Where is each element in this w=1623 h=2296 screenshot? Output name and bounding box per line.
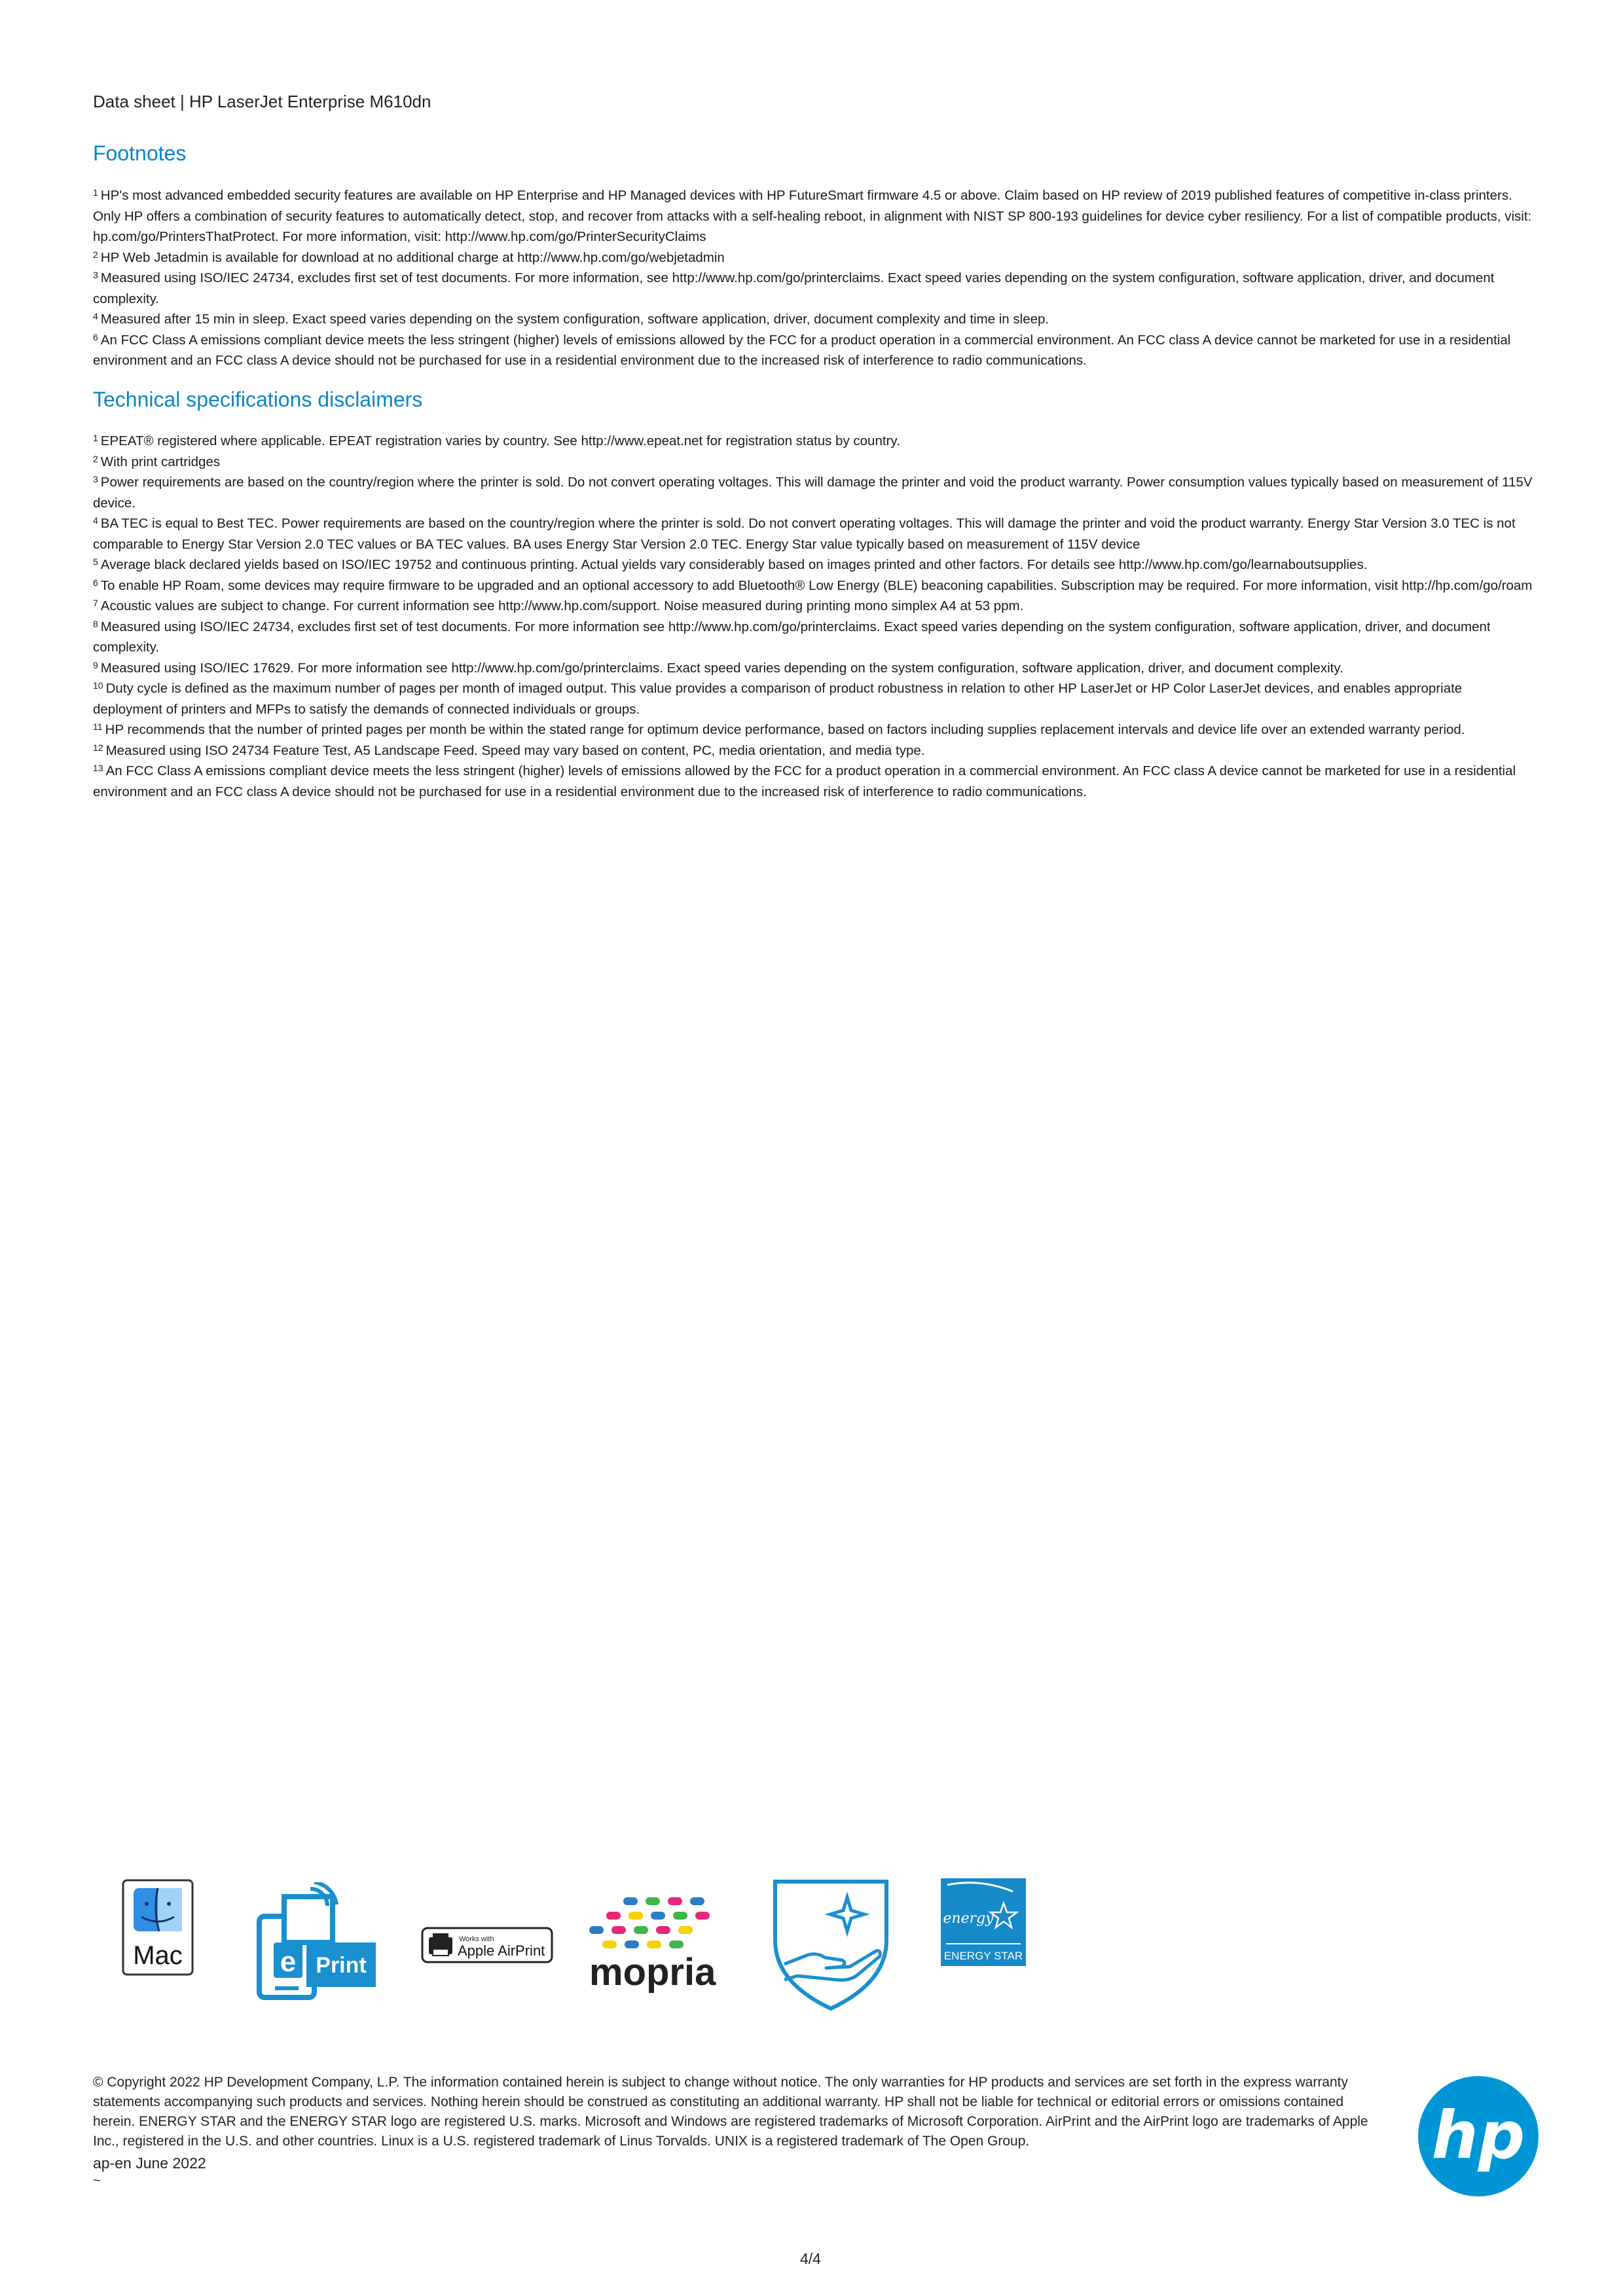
- footnote-item: [93, 185, 1533, 247]
- footnote-item: [93, 268, 1533, 309]
- copyright-notice: © Copyright 2022 HP Development Company, L.P. The information contained herein is subject to change without notice. The only warranties for HP products and services are set forth in the express warranty statements accompanying such products and services. Nothing herein should be construed as constituting an additional warranty. HP shall not be liable for technical or editorial errors or omissions contained herein. ENERGY STAR and the ENERGY STAR logo are registered U.S. marks. Microsoft and Windows are registered trademarks of Microsoft Corporation. AirPrint and the AirPrint logo are trademarks of Apple Inc., registered in the U.S. and other countries. Linux is a U.S. registered trademark of Linus Torvalds. UNIX is a registered trademark of The Open Group.: [93, 2075, 1368, 2149]
- disclaimer-text: Acoustic values are subject to change. For current information see http://www.hp.com/support. Noise measured during printing mono simplex A4 at 53 ppm.: [100, 598, 1024, 613]
- footnote-number: 2: [93, 249, 98, 260]
- disclaimer-number: 2: [93, 453, 98, 464]
- disclaimer-text: To enable HP Roam, some devices may require firmware to be upgraded and an optional accessory to add Bluetooth® Low Energy (BLE) beaconing capabilities. Subscription may be required. For more information, visit http://hp.com/go/roam: [100, 577, 1533, 593]
- footnote-number: 4: [93, 311, 98, 321]
- disclaimer-item: [93, 658, 1533, 679]
- disclaimer-text: Measured using ISO/IEC 24734, excludes first set of test documents. For more information see http://www.hp.com/go/printerclaims. Exact speed varies depending on the system configuration, software application, driver, and document complexity.: [93, 619, 1491, 655]
- airprint-works-with: Works with: [459, 1935, 494, 1943]
- disclaimer-number: 3: [93, 474, 98, 484]
- secure-shield-logo: [771, 1878, 890, 2016]
- disclaimer-item: [93, 720, 1533, 740]
- disclaimers-list: [93, 431, 1533, 802]
- mopria-text: mopria: [589, 1951, 716, 1994]
- disclaimer-item: [93, 740, 1533, 761]
- hp-logo: [1416, 2074, 1541, 2202]
- airprint-main-text: Apple AirPrint: [458, 1942, 545, 1959]
- document-date-code: ap-en June 2022: [93, 2155, 206, 2172]
- footnote-number: 6: [93, 331, 98, 342]
- disclaimer-number: 4: [93, 515, 98, 526]
- footnote-text: HP's most advanced embedded security features are available on HP Enterprise and HP Managed devices with HP FutureSmart firmware 4.5 or above. Claim based on HP review of 2019 published features of competitive in-class printers. Only HP offers a combination of security features to automatically detect, stop, and recover from attacks with a self-healing reboot, in alignment with NIST SP 800-193 guidelines for device cyber resiliency. For a list of compatible products, visit: hp.com/go/PrintersThatProtect. For more information, visit: http://www.hp.com/go/PrinterSecurityClaims: [93, 188, 1532, 244]
- footer-mark: ~: [93, 2174, 101, 2188]
- footnote-number: 3: [93, 270, 98, 280]
- disclaimer-text: An FCC Class A emissions compliant device meets the less stringent (higher) levels of emissions allowed by the FCC for a product operation in a commercial environment. An FCC class A device cannot be marketed for use in a residential environment and an FCC class A device should not be purchased for use in a residential environment due to the increased risk of interference to radio communications.: [93, 763, 1516, 799]
- disclaimer-item: [93, 555, 1533, 575]
- disclaimer-item: [93, 575, 1533, 596]
- disclaimer-item: [93, 678, 1533, 720]
- disclaimer-text: With print cartridges: [100, 454, 221, 469]
- disclaimer-number: 13: [93, 763, 103, 773]
- footnote-text: HP Web Jetadmin is available for download at no additional charge at http://www.hp.com/go/webjetadmin: [100, 249, 725, 265]
- disclaimer-item: [93, 472, 1533, 513]
- footnote-item: [93, 330, 1533, 371]
- disclaimer-number: 5: [93, 556, 98, 567]
- document-header: Data sheet | HP LaserJet Enterprise M610dn: [93, 92, 431, 111]
- disclaimer-item: [93, 596, 1533, 617]
- mopria-logo: [587, 1896, 744, 1999]
- footnote-text: Measured using ISO/IEC 24734, excludes first set of test documents. For more information, see http://www.hp.com/go/printerclaims. Exact speed varies depending on the system configuration, software application, driver, and document complexity.: [93, 270, 1495, 306]
- footnote-item: [93, 309, 1533, 330]
- energy-star-logo: [941, 1878, 1026, 1969]
- page-number: 4/4: [800, 2250, 821, 2267]
- disclaimer-text: Measured using ISO 24734 Feature Test, A5 Landscape Feed. Speed may vary based on content, PC, media orientation, and media type.: [105, 742, 925, 758]
- disclaimer-number: 1: [93, 433, 98, 443]
- footnote-text: Measured after 15 min in sleep. Exact speed varies depending on the system configuration, software application, driver, document complexity and time in sleep.: [100, 312, 1049, 327]
- disclaimer-text: BA TEC is equal to Best TEC. Power requirements are based on the country/region where the printer is sold. Do not convert operating voltages. This will damage the printer and void the product warranty. Energy Star Version 3.0 TEC is not comparable to Energy Star Version 2.0 TEC values or BA TEC values. BA uses Energy Star Version 2.0 TEC. Energy Star value typically based on measurement of 115V device: [93, 516, 1516, 552]
- disclaimer-number: 7: [93, 598, 98, 608]
- energy-star-text: ENERGY STAR: [943, 1950, 1023, 1962]
- footnote-text: An FCC Class A emissions compliant device meets the less stringent (higher) levels of emissions allowed by the FCC for a product operation in a commercial environment. An FCC class A device cannot be marketed for use in a residential environment and an FCC class A device should not be purchased for use in a residential environment due to the increased risk of interference to radio communications.: [93, 332, 1511, 368]
- disclaimer-item: [93, 617, 1533, 658]
- apple-airprint-logo: [421, 1927, 553, 1967]
- disclaimer-text: Measured using ISO/IEC 17629. For more information see http://www.hp.com/go/printerclaims. Exact speed varies depending on the system configuration, software application, driver, and document complexity.: [100, 660, 1343, 676]
- disclaimer-text: EPEAT® registered where applicable. EPEAT registration varies by country. See http://www.epeat.net for registration status by country.: [100, 433, 900, 448]
- mac-compatible-logo: [122, 1879, 194, 1979]
- disclaimer-number: 8: [93, 618, 98, 629]
- footnote-item: [93, 247, 1533, 268]
- disclaimer-number: 12: [93, 742, 103, 753]
- disclaimer-item: [93, 761, 1533, 802]
- energy-script-text: energy: [943, 1910, 994, 1927]
- disclaimer-number: 11: [93, 721, 103, 732]
- disclaimer-text: HP recommends that the number of printed pages per month be within the stated range for optimum device performance, based on factors including supplies replacement intervals and device life over an extended warranty period.: [105, 722, 1465, 737]
- disclaimer-item: [93, 452, 1533, 473]
- disclaimer-number: 6: [93, 577, 98, 588]
- disclaimer-number: 10: [93, 680, 103, 691]
- disclaimers-title: Technical specifications disclaimers: [93, 388, 423, 411]
- disclaimer-number: 9: [93, 659, 98, 670]
- disclaimer-text: Power requirements are based on the country/region where the printer is sold. Do not convert operating voltages. This will damage the printer and void the product warranty. Power consumption values typically based on measurement of 115V device.: [93, 475, 1533, 511]
- disclaimer-text: Duty cycle is defined as the maximum number of pages per month of imaged output. This value provides a comparison of product robustness in relation to other HP LaserJet or HP Color LaserJet devices, and enables appropriate deployment of printers and MFPs to satisfy the demands of connected individuals or groups.: [93, 681, 1463, 717]
- disclaimer-item: [93, 513, 1533, 555]
- hp-logo-text: hp: [1431, 2097, 1525, 2174]
- footnotes-title: Footnotes: [93, 141, 187, 165]
- footnote-number: 1: [93, 187, 98, 198]
- eprint-e-text: e: [280, 1946, 297, 1978]
- eprint-print-text: Print: [316, 1953, 367, 1978]
- disclaimer-text: Average black declared yields based on ISO/IEC 19752 and continuous printing. Actual yields vary considerably based on images printed and other factors. For details see http://www.hp.com/go/learnaboutsupplies.: [100, 557, 1368, 572]
- footnotes-list: [93, 185, 1533, 371]
- hp-eprint-logo: [255, 1882, 380, 2003]
- disclaimer-item: [93, 431, 1533, 452]
- mac-logo-text: Mac: [133, 1941, 183, 1970]
